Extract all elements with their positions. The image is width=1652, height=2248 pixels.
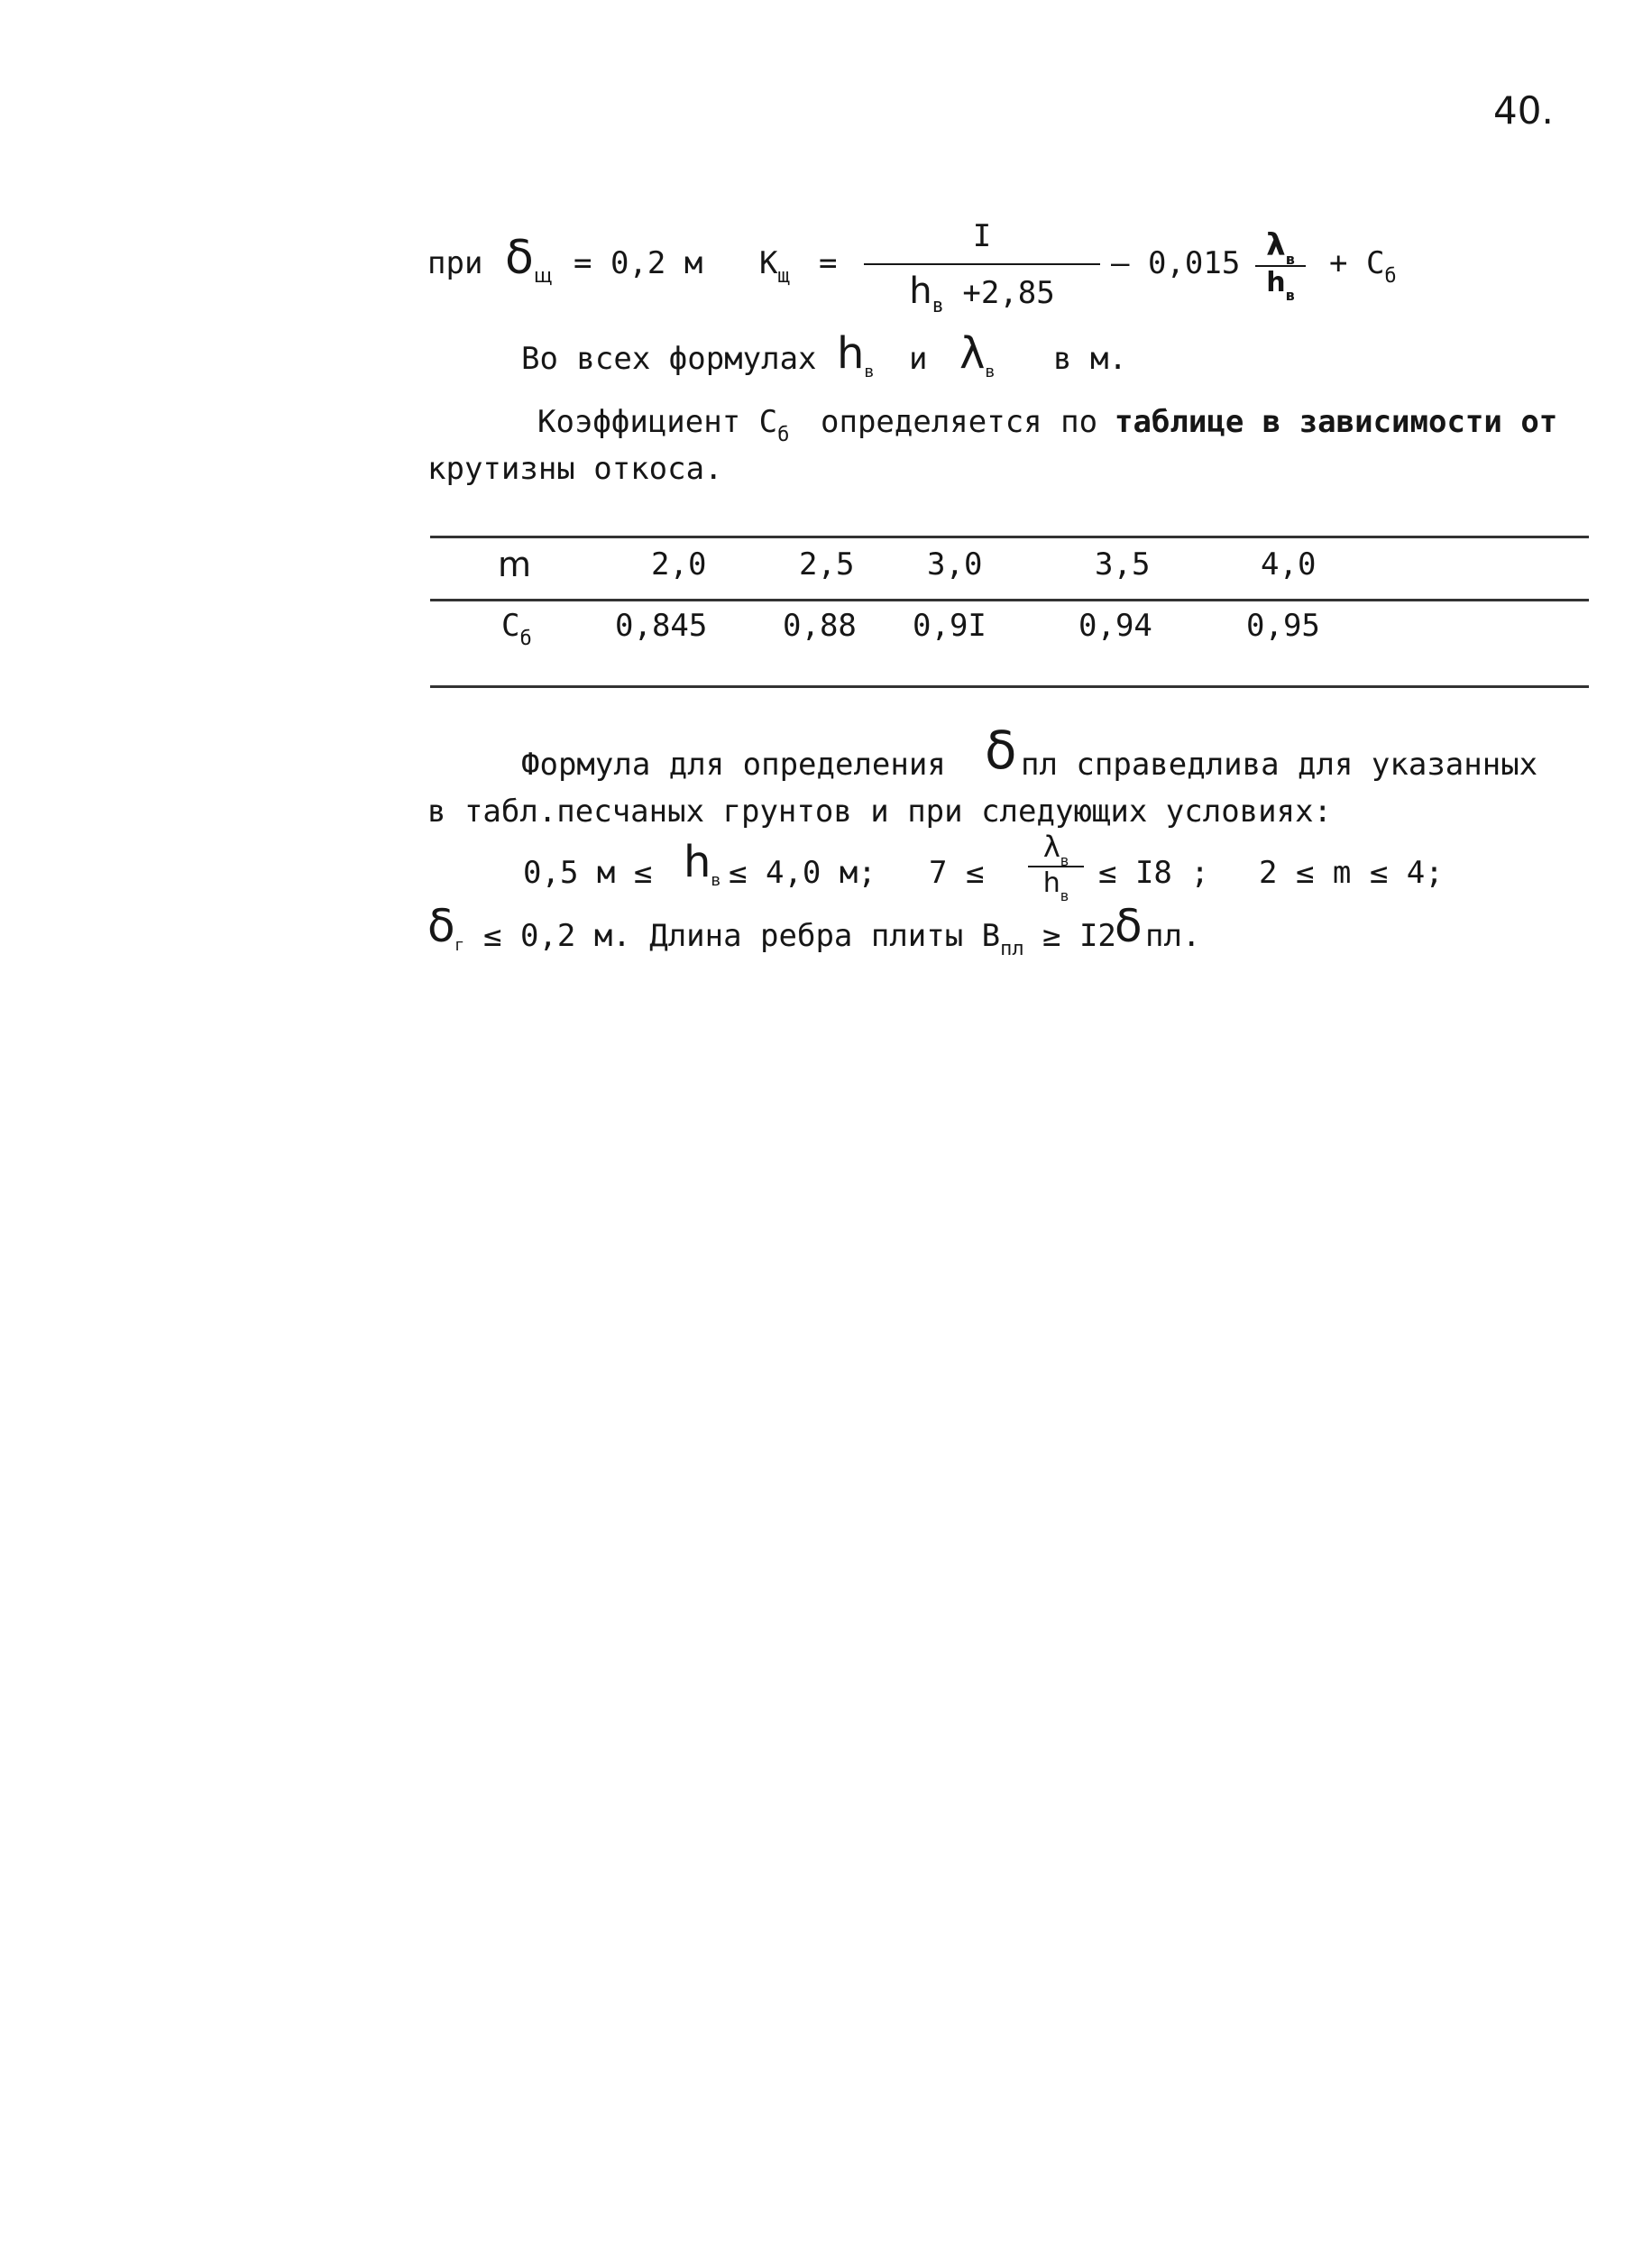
- formula-delta: δщ: [505, 231, 553, 288]
- table-header-cell: 4,0: [1261, 546, 1317, 583]
- validity-line-2: в табл.песчаных грунтов и при следующих условиях:: [427, 794, 1333, 830]
- units-text-after: в м.: [1053, 341, 1127, 377]
- page-number: 40.: [1493, 88, 1554, 133]
- formula-plus-c: + $C_б$: [1329, 245, 1397, 288]
- formula-k: $К_щ$: [759, 245, 790, 288]
- table-row-cell: 0,94: [1078, 608, 1152, 644]
- fraction-denominator: $h_в +2,85$: [909, 271, 1055, 317]
- validity-text-1: Формула для определения: [521, 747, 946, 783]
- last-delta: $\delta_г$: [427, 900, 464, 955]
- table-row-cell: 0,88: [783, 608, 857, 644]
- units-lambda: $\lambda_в$: [959, 328, 996, 381]
- units-text-before: Во всех формулах: [521, 341, 817, 377]
- fraction-bar: [864, 263, 1100, 265]
- formula-fraction: [864, 218, 1100, 317]
- last-text-1: ≤ 0,2 м. Длина ребра плиты $В_{пл}$: [483, 918, 1024, 960]
- formula-lambda-fraction: [1255, 227, 1306, 304]
- formula-delta-value: = 0,2 м: [574, 245, 703, 281]
- formula-pri: при: [427, 245, 483, 281]
- table-header-cell: 2,0: [651, 546, 707, 583]
- last-delta-2: δ: [1115, 900, 1143, 952]
- table-header-cell: 2,5: [799, 546, 855, 583]
- cond-fraction-numerator: $\lambda_в$: [1042, 830, 1069, 869]
- fraction-numerator: I: [972, 218, 992, 254]
- coef-line-2: крутизны откоса.: [427, 451, 723, 487]
- cond-fraction: [1028, 830, 1084, 904]
- cond-part-1: 0,5 м ≤: [523, 855, 653, 891]
- validity-delta: δ: [985, 720, 1017, 781]
- last-text-2: ≥ I2: [1042, 918, 1116, 954]
- table-bottom-rule: [430, 685, 1589, 688]
- table-header-cell: 3,0: [927, 546, 983, 583]
- coef-text-bold: таблице в зависимости от: [1115, 404, 1558, 440]
- table-row-cell: 0,95: [1246, 608, 1320, 644]
- table-row-cell: 0,9I: [913, 608, 987, 644]
- table-row-cell: 0,845: [615, 608, 708, 644]
- validity-text-2: пл справедлива для указанных: [1021, 747, 1538, 783]
- table-top-rule: [430, 536, 1589, 538]
- lambda-denominator: $h_в$: [1266, 267, 1295, 304]
- table-header-label: m: [498, 545, 532, 584]
- table-middle-rule: [430, 599, 1589, 601]
- units-and: и: [909, 341, 928, 377]
- cond-h: $h_в$: [684, 837, 721, 890]
- table-row-label: $С_б$: [501, 608, 532, 650]
- cond-part-3: 7 ≤: [929, 855, 985, 891]
- last-text-3: пл.: [1145, 918, 1201, 954]
- cond-part-2: ≤ 4,0 м;: [729, 855, 876, 891]
- units-h: $h_в$: [837, 328, 875, 381]
- cond-part-5: 2 ≤ m ≤ 4;: [1259, 855, 1444, 891]
- cond-part-4: ≤ I8 ;: [1098, 855, 1209, 891]
- coef-text-1: Коэффициент $С_б$: [537, 404, 790, 446]
- formula-minus-coef: – 0,015: [1111, 245, 1241, 281]
- table-header-cell: 3,5: [1095, 546, 1151, 583]
- formula-eq: =: [819, 245, 838, 281]
- cond-fraction-denominator: $h_в$: [1042, 867, 1069, 904]
- coef-text-2: определяется по: [821, 404, 1098, 440]
- lambda-numerator: $\lambda_в$: [1266, 227, 1295, 268]
